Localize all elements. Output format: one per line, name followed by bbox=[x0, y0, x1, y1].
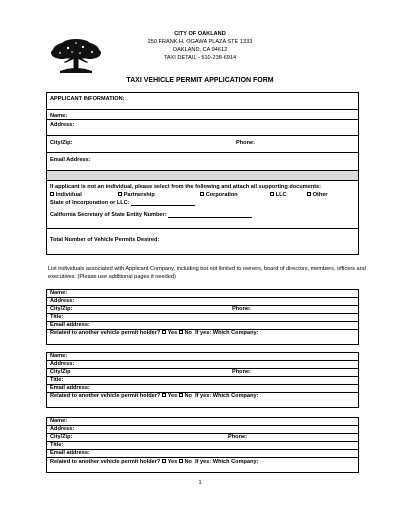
applicant-city-zip-label[interactable]: City/Zip: bbox=[50, 140, 73, 146]
block2-title-label[interactable]: Title: bbox=[50, 377, 64, 383]
no-checkbox-icon[interactable] bbox=[179, 459, 183, 463]
no-label: No bbox=[184, 330, 192, 336]
divider bbox=[46, 119, 359, 120]
block2-city-zip-label[interactable]: City/Zip bbox=[50, 369, 71, 375]
block3-name-label[interactable]: Name: bbox=[50, 418, 68, 424]
letterhead bbox=[0, 30, 400, 62]
which-company-label: If yes: Which Company: bbox=[195, 330, 259, 336]
no-label: No bbox=[184, 393, 192, 399]
yes-label: Yes bbox=[167, 459, 178, 465]
divider bbox=[46, 305, 359, 306]
block2-email-label[interactable]: Email address: bbox=[50, 385, 90, 391]
individuals-instructions: List individuals associated with Applicant Company, including but not limited to owners, board of directors, members, officers and executives. (Please use additional pages if needed) bbox=[48, 266, 366, 280]
divider bbox=[46, 376, 359, 377]
checkbox-individual[interactable] bbox=[50, 192, 82, 198]
divider bbox=[46, 441, 359, 442]
block2-phone-label[interactable]: Phone: bbox=[232, 369, 251, 375]
page-number: 1 bbox=[198, 480, 202, 486]
option-label: Partnership bbox=[123, 192, 155, 198]
divider bbox=[46, 449, 359, 450]
block3-phone-label[interactable]: Phone: bbox=[228, 434, 247, 440]
divider bbox=[46, 433, 359, 434]
divider bbox=[46, 135, 359, 136]
applicant-section-label: APPLICANT INFORMATION: bbox=[50, 96, 125, 102]
block1-address-label[interactable]: Address: bbox=[50, 298, 75, 304]
sos-entity-label: California Secretary of State Entity Number: bbox=[50, 212, 167, 218]
divider bbox=[46, 368, 359, 369]
applicant-address-label[interactable]: Address: bbox=[50, 122, 75, 128]
option-label: Other bbox=[312, 192, 328, 198]
divider bbox=[46, 228, 359, 229]
divider bbox=[46, 313, 359, 314]
checkbox-icon[interactable] bbox=[200, 192, 204, 196]
checkbox-icon[interactable] bbox=[118, 192, 122, 196]
divider bbox=[46, 457, 359, 458]
checkbox-llc[interactable] bbox=[270, 192, 287, 198]
no-checkbox-icon[interactable] bbox=[179, 393, 183, 397]
option-label: Corporation bbox=[205, 192, 238, 198]
applicant-name-label[interactable]: Name: bbox=[50, 113, 68, 119]
divider bbox=[46, 360, 359, 361]
block1-phone-label[interactable]: Phone: bbox=[232, 306, 251, 312]
block1-email-label[interactable]: Email address: bbox=[50, 322, 90, 328]
block1-city-zip-label[interactable]: City/Zip: bbox=[50, 306, 73, 312]
divider bbox=[46, 425, 359, 426]
block2-related-row bbox=[50, 393, 258, 399]
block3-address-label[interactable]: Address: bbox=[50, 426, 75, 432]
related-question: Related to another vehicle permit holder? bbox=[50, 330, 161, 336]
yes-checkbox-icon[interactable] bbox=[162, 459, 166, 463]
block2-address-label[interactable]: Address: bbox=[50, 361, 75, 367]
block3-city-zip-label[interactable]: City/Zip: bbox=[50, 434, 73, 440]
block2-name-label[interactable]: Name: bbox=[50, 353, 68, 359]
divider bbox=[46, 297, 359, 298]
applicant-email-label[interactable]: Email Address: bbox=[50, 157, 91, 163]
divider bbox=[46, 321, 359, 322]
block1-name-label[interactable]: Name: bbox=[50, 290, 68, 296]
which-company-label: If yes: Which Company: bbox=[195, 459, 259, 465]
divider bbox=[46, 152, 359, 153]
no-label: No bbox=[184, 459, 192, 465]
option-label: Individual bbox=[55, 192, 82, 198]
city-name: CITY OF OAKLAND bbox=[174, 31, 226, 37]
yes-checkbox-icon[interactable] bbox=[162, 330, 166, 334]
checkbox-icon[interactable] bbox=[307, 192, 311, 196]
block3-email-label[interactable]: Email address: bbox=[50, 450, 90, 456]
block1-related-row bbox=[50, 330, 258, 336]
divider bbox=[46, 384, 359, 385]
block1-title-label[interactable]: Title: bbox=[50, 314, 64, 320]
checkbox-icon[interactable] bbox=[50, 192, 54, 196]
related-question: Related to another vehicle permit holder? bbox=[50, 393, 161, 399]
state-incorporation-row[interactable] bbox=[50, 200, 195, 206]
sos-entity-row[interactable] bbox=[50, 212, 252, 218]
option-label: LLC bbox=[275, 192, 287, 198]
divider bbox=[46, 109, 359, 110]
sos-entity-line[interactable] bbox=[168, 212, 252, 218]
yes-label: Yes bbox=[167, 330, 178, 336]
yes-label: Yes bbox=[167, 393, 178, 399]
no-checkbox-icon[interactable] bbox=[179, 330, 183, 334]
block3-related-row bbox=[50, 459, 258, 465]
related-question: Related to another vehicle permit holder? bbox=[50, 459, 161, 465]
state-incorporation-line[interactable] bbox=[131, 200, 195, 206]
block3-title-label[interactable]: Title: bbox=[50, 442, 64, 448]
checkbox-icon[interactable] bbox=[270, 192, 274, 196]
divider bbox=[46, 180, 359, 181]
yes-checkbox-icon[interactable] bbox=[162, 393, 166, 397]
which-company-label: If yes: Which Company: bbox=[195, 393, 259, 399]
total-permits-label[interactable]: Total Number of Vehicle Permits Desired: bbox=[50, 237, 160, 243]
checkbox-corporation[interactable] bbox=[200, 192, 238, 198]
state-incorporation-label: State of Incorporation or LLC: bbox=[50, 200, 130, 206]
gray-separator-band bbox=[47, 171, 358, 180]
checkbox-other[interactable] bbox=[307, 192, 328, 198]
address-line-1: 250 FRANK H. OGAWA PLAZA STE 1333 bbox=[147, 39, 253, 45]
checkbox-partnership[interactable] bbox=[118, 192, 155, 198]
entity-type-instruction: If applicant is not an individual, please select from the following and attach all supporting documents: bbox=[50, 184, 322, 190]
form-title: TAXI VEHICLE PERMIT APPLICATION FORM bbox=[126, 77, 274, 84]
phone-line: TAXI DETAIL - 510-238-6914 bbox=[163, 55, 237, 61]
address-line-2: OAKLAND, CA 94612 bbox=[172, 47, 228, 53]
applicant-phone-label[interactable]: Phone: bbox=[236, 140, 255, 146]
